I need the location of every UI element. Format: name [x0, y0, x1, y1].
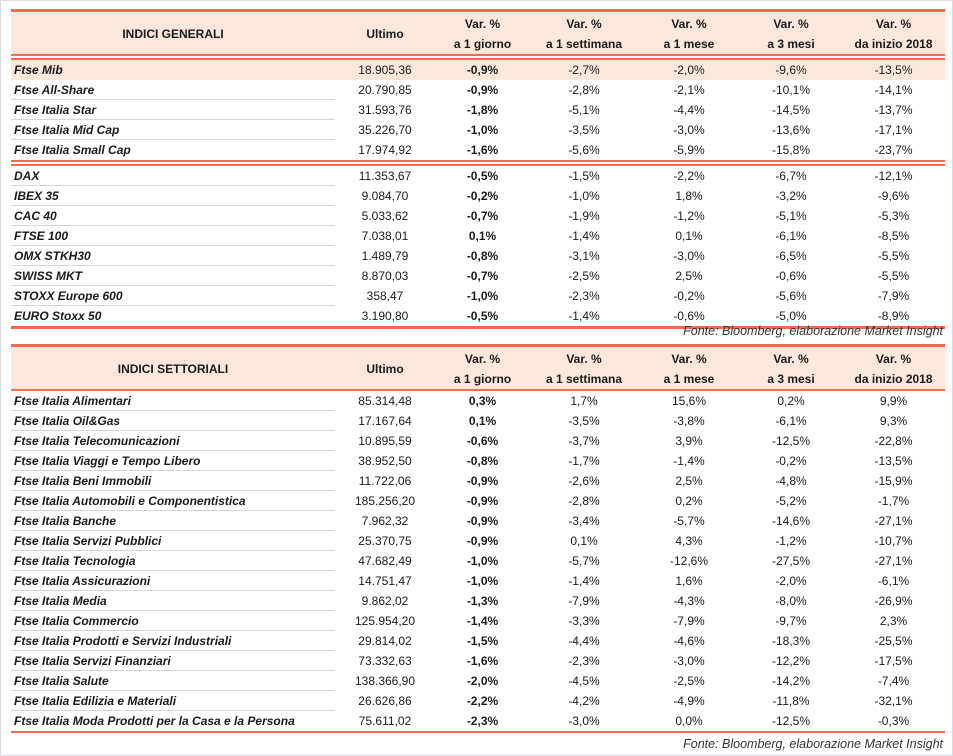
- var-1d: -0,9%: [466, 63, 499, 77]
- last-value: 17.974,92: [358, 143, 412, 157]
- var-1w: -1,9%: [568, 209, 600, 223]
- index-name: Ftse Italia Moda Prodotti per la Casa e la Persona: [14, 714, 295, 728]
- var-3m: -14,6%: [771, 514, 811, 528]
- index-name: IBEX 35: [11, 186, 335, 206]
- index-name: Ftse All-Share: [11, 80, 335, 100]
- var-1m: -2,1%: [673, 83, 705, 97]
- var-ytd: -13,7%: [874, 103, 913, 117]
- group-italia: [11, 60, 945, 160]
- var-1m: -4,3%: [673, 594, 705, 608]
- index-name: SWISS MKT: [11, 266, 335, 286]
- var-1w: -3,5%: [568, 123, 600, 137]
- index-name: Ftse Italia Telecomunicazioni: [11, 431, 335, 451]
- var-ytd: -25,5%: [874, 634, 913, 648]
- index-name: Ftse Italia Tecnologia: [11, 551, 335, 571]
- table-row: [11, 266, 945, 286]
- var-1d: -0,9%: [466, 83, 499, 97]
- var-1w: -4,2%: [568, 694, 600, 708]
- column-header-line: a 1 mese: [663, 37, 715, 51]
- var-ytd: -8,9%: [877, 309, 910, 323]
- table-row: [11, 246, 945, 266]
- var-3m: -8,0%: [775, 594, 807, 608]
- table-row: [11, 60, 945, 80]
- var-1w: -3,5%: [568, 414, 600, 428]
- table-row: [11, 306, 945, 326]
- var-ytd: -5,5%: [877, 249, 910, 263]
- var-3m: -0,2%: [775, 454, 807, 468]
- var-ytd: -7,9%: [877, 289, 910, 303]
- index-name: Ftse Italia Alimentari: [11, 391, 335, 411]
- var-1w: -7,9%: [568, 594, 600, 608]
- index-name: Ftse Italia Mid Cap: [11, 120, 335, 140]
- var-1d: -1,3%: [466, 594, 499, 608]
- var-3m: -27,5%: [771, 554, 811, 568]
- column-header-line: Var. %: [875, 352, 912, 366]
- column-header-line: Var. %: [464, 17, 501, 31]
- column-header: [842, 12, 945, 54]
- column-header: [435, 347, 530, 389]
- var-ytd: -5,5%: [877, 269, 910, 283]
- index-name: Ftse Italia Salute: [11, 671, 335, 691]
- var-3m: -0,6%: [775, 269, 807, 283]
- column-header-line: a 3 mesi: [767, 37, 815, 51]
- var-3m: -12,2%: [771, 654, 811, 668]
- var-1d: 0,1%: [468, 414, 497, 428]
- var-3m: 0,2%: [777, 394, 805, 408]
- last-value: 26.626,86: [358, 694, 412, 708]
- column-header-line: Var. %: [464, 352, 501, 366]
- table-row: [11, 431, 945, 451]
- var-1w: 1,7%: [570, 394, 598, 408]
- var-1d: -1,5%: [466, 634, 499, 648]
- var-1d: -0,7%: [466, 269, 499, 283]
- var-ytd: -10,7%: [874, 534, 913, 548]
- var-1w: -3,4%: [568, 514, 600, 528]
- var-1d: -0,9%: [466, 474, 499, 488]
- var-1m: 1,6%: [675, 574, 703, 588]
- table-row: [11, 491, 945, 511]
- var-1d: -1,6%: [466, 143, 499, 157]
- var-ytd: -15,9%: [874, 474, 913, 488]
- table-row: [11, 691, 945, 711]
- index-name: Ftse Italia Viaggi e Tempo Libero: [11, 451, 335, 471]
- var-1d: -2,2%: [466, 694, 499, 708]
- var-1w: -3,1%: [568, 249, 600, 263]
- header-title: INDICI SETTORIALI: [117, 362, 229, 376]
- index-name: Ftse Italia Automobili e Componentistica: [11, 491, 335, 511]
- last-value: 29.814,02: [358, 634, 412, 648]
- table-row: [11, 286, 945, 306]
- table-bottom-rule: [11, 731, 945, 733]
- var-3m: -11,8%: [772, 694, 810, 708]
- last-value: 31.593,76: [358, 103, 412, 117]
- var-ytd: -27,1%: [874, 514, 913, 528]
- index-name: EURO Stoxx 50: [14, 309, 102, 323]
- var-1w: -1,7%: [568, 454, 600, 468]
- var-1d: -1,6%: [466, 654, 499, 668]
- column-header-line: Var. %: [773, 352, 809, 366]
- var-1w: -4,5%: [568, 674, 600, 688]
- table-row: [11, 531, 945, 551]
- var-1m: 2,5%: [675, 474, 703, 488]
- table-row: [11, 206, 945, 226]
- var-1w: -3,3%: [568, 614, 600, 628]
- var-1w: -2,6%: [568, 474, 600, 488]
- var-ytd: 9,3%: [879, 414, 908, 428]
- var-1m: 4,3%: [675, 534, 703, 548]
- column-header-line: Var. %: [566, 17, 602, 31]
- var-1w: 0,1%: [570, 534, 598, 548]
- var-3m: -2,0%: [775, 574, 807, 588]
- index-name: STOXX Europe 600: [11, 286, 335, 306]
- var-1m: -2,2%: [673, 169, 705, 183]
- index-name: Ftse Italia Edilizia e Materiali: [11, 691, 335, 711]
- var-3m: -6,5%: [775, 249, 807, 263]
- var-3m: -12,5%: [771, 434, 811, 448]
- index-name: Ftse Italia Media: [11, 591, 335, 611]
- last-value: 358,47: [366, 289, 404, 303]
- var-1d: -1,0%: [466, 123, 499, 137]
- var-1d: -0,2%: [466, 189, 499, 203]
- last-value: 47.682,49: [358, 554, 412, 568]
- table-row: [11, 411, 945, 431]
- var-1d: -2,3%: [466, 714, 499, 728]
- var-ytd: -23,7%: [874, 143, 913, 157]
- var-1m: -0,6%: [673, 309, 705, 323]
- var-3m: -3,2%: [775, 189, 807, 203]
- last-value: 11.353,67: [358, 169, 412, 183]
- last-value: 38.952,50: [358, 454, 412, 468]
- var-1w: -5,1%: [568, 103, 600, 117]
- last-value: 7.038,01: [361, 229, 409, 243]
- table-row: [11, 551, 945, 571]
- var-3m: -18,3%: [771, 634, 811, 648]
- var-1d: -0,6%: [466, 434, 499, 448]
- var-1m: -3,0%: [673, 249, 705, 263]
- var-3m: -6,1%: [775, 414, 807, 428]
- column-header-line: Var. %: [773, 17, 809, 31]
- group-estero: [11, 166, 945, 326]
- column-header: [530, 347, 638, 389]
- var-3m: -5,0%: [775, 309, 807, 323]
- var-ytd: -13,5%: [874, 454, 913, 468]
- table-row: [11, 711, 945, 731]
- var-ytd: -12,1%: [874, 169, 913, 183]
- var-1w: -3,7%: [568, 434, 600, 448]
- var-3m: -15,8%: [771, 143, 811, 157]
- var-1m: -3,8%: [673, 414, 705, 428]
- var-1m: -1,4%: [673, 454, 705, 468]
- table-row: [11, 631, 945, 651]
- index-name: Ftse Italia Beni Immobili: [11, 471, 335, 491]
- var-1w: -1,0%: [568, 189, 600, 203]
- group-settori: [11, 391, 945, 731]
- var-3m: -5,6%: [775, 289, 807, 303]
- source-note: Fonte: Bloomberg, elaborazione Market Insight: [683, 324, 943, 338]
- last-value: 17.167,64: [358, 414, 412, 428]
- var-1m: 0,2%: [675, 494, 703, 508]
- var-3m: -14,2%: [771, 674, 811, 688]
- column-header-line: a 3 mesi: [767, 372, 815, 386]
- var-1w: -2,5%: [568, 269, 600, 283]
- var-3m: -6,1%: [775, 229, 807, 243]
- var-1m: 1,8%: [675, 189, 703, 203]
- var-1w: -4,4%: [568, 634, 600, 648]
- last-value: 125.954,20: [354, 614, 416, 628]
- var-1d: -0,5%: [466, 169, 499, 183]
- var-ytd: -22,8%: [874, 434, 913, 448]
- table-row: [11, 651, 945, 671]
- var-ytd: -14,1%: [874, 83, 913, 97]
- table-row: [11, 571, 945, 591]
- var-1d: -0,8%: [466, 249, 499, 263]
- column-header: [842, 347, 945, 389]
- var-1w: -5,7%: [568, 554, 600, 568]
- var-ytd: -17,5%: [874, 654, 913, 668]
- table-row: [11, 451, 945, 471]
- table-row: [11, 671, 945, 691]
- last-value: 85.314,48: [358, 394, 412, 408]
- var-1w: -1,4%: [568, 309, 600, 323]
- table-indici-generali: [11, 9, 945, 329]
- table-row: [11, 226, 945, 246]
- var-3m: -9,6%: [775, 63, 807, 77]
- var-3m: -5,1%: [775, 209, 807, 223]
- index-name: Ftse Mib: [14, 63, 63, 77]
- last-value: 35.226,70: [358, 123, 412, 137]
- var-1w: -1,4%: [568, 229, 600, 243]
- var-1m: -4,9%: [673, 694, 705, 708]
- var-ytd: -5,3%: [877, 209, 910, 223]
- var-1d: -1,0%: [466, 574, 499, 588]
- index-name: Ftse Italia Commercio: [11, 611, 335, 631]
- var-1m: -4,4%: [673, 103, 705, 117]
- var-3m: -4,8%: [775, 474, 807, 488]
- column-header-line: a 1 giorno: [453, 37, 512, 51]
- var-1m: -4,6%: [673, 634, 705, 648]
- var-1w: -2,3%: [568, 289, 600, 303]
- var-1m: 0,0%: [675, 714, 703, 728]
- table-row: [11, 471, 945, 491]
- var-1w: -1,4%: [568, 574, 600, 588]
- var-3m: -13,6%: [771, 123, 811, 137]
- last-value: 20.790,85: [358, 83, 412, 97]
- var-ytd: -8,5%: [877, 229, 910, 243]
- table-row: [11, 611, 945, 631]
- index-name: Ftse Italia Oil&Gas: [11, 411, 335, 431]
- var-1w: -1,5%: [568, 169, 600, 183]
- index-name: Ftse Italia Banche: [11, 511, 335, 531]
- var-1d: -0,5%: [466, 309, 499, 323]
- index-name: Ftse Italia Prodotti e Servizi Industriali: [11, 631, 335, 651]
- last-value: 3.190,80: [361, 309, 409, 323]
- column-header-line: da inizio 2018: [854, 372, 933, 386]
- var-1w: -2,8%: [568, 494, 600, 508]
- column-header: [740, 347, 842, 389]
- var-1w: -2,8%: [568, 83, 600, 97]
- var-1d: 0,3%: [468, 394, 497, 408]
- index-name: OMX STKH30: [11, 246, 335, 266]
- var-ytd: -32,1%: [874, 694, 913, 708]
- var-1m: -3,0%: [673, 654, 705, 668]
- var-1d: -0,9%: [466, 514, 499, 528]
- table-row: [11, 80, 945, 100]
- var-1m: -2,5%: [673, 674, 705, 688]
- index-name: Ftse Italia Servizi Finanziari: [11, 651, 335, 671]
- var-1w: -3,0%: [568, 714, 600, 728]
- last-value: 9.084,70: [361, 189, 409, 203]
- var-3m: -10,1%: [771, 83, 811, 97]
- column-header: Ultimo: [366, 27, 404, 41]
- var-1m: -1,2%: [673, 209, 705, 223]
- source-note: Fonte: Bloomberg, elaborazione Market Insight: [683, 737, 943, 751]
- index-name: FTSE 100: [11, 226, 335, 246]
- column-header-line: da inizio 2018: [854, 37, 933, 51]
- index-name: CAC 40: [11, 206, 335, 226]
- table-row: [11, 140, 945, 160]
- last-value: 75.611,02: [358, 714, 412, 728]
- table-row: [11, 391, 945, 411]
- index-name: Ftse Italia Assicurazioni: [11, 571, 335, 591]
- column-header: [740, 12, 842, 54]
- var-1d: 0,1%: [468, 229, 497, 243]
- last-value: 138.366,90: [354, 674, 416, 688]
- var-ytd: -7,4%: [877, 674, 910, 688]
- column-header: [435, 12, 530, 54]
- var-1m: -12,6%: [669, 554, 709, 568]
- var-3m: -12,5%: [771, 714, 811, 728]
- last-value: 9.862,02: [361, 594, 409, 608]
- var-1m: 3,9%: [675, 434, 703, 448]
- var-ytd: -17,1%: [874, 123, 913, 137]
- var-1m: -3,0%: [673, 123, 705, 137]
- var-3m: -5,2%: [775, 494, 807, 508]
- index-name: DAX: [11, 166, 335, 186]
- last-value: 73.332,63: [358, 654, 412, 668]
- column-header: [638, 12, 740, 54]
- var-3m: -6,7%: [775, 169, 807, 183]
- index-name: Ftse Italia Star: [11, 100, 335, 120]
- var-ytd: -9,6%: [877, 189, 910, 203]
- var-ytd: -27,1%: [874, 554, 913, 568]
- last-value: 185.256,20: [354, 494, 416, 508]
- table-indici-settoriali: [11, 344, 945, 733]
- last-value: 25.370,75: [358, 534, 412, 548]
- var-1d: -1,0%: [466, 289, 499, 303]
- table-row: [11, 120, 945, 140]
- table-row: [11, 186, 945, 206]
- var-1w: -2,3%: [568, 654, 600, 668]
- table-header: [11, 344, 945, 389]
- column-header-line: a 1 settimana: [545, 372, 623, 386]
- table-row: [11, 100, 945, 120]
- var-3m: -1,2%: [775, 534, 807, 548]
- last-value: 1.489,79: [361, 249, 409, 263]
- column-header-line: Var. %: [875, 17, 912, 31]
- var-1m: -5,7%: [673, 514, 705, 528]
- table-row: [11, 166, 945, 186]
- var-1d: -0,8%: [466, 454, 499, 468]
- last-value: 18.905,36: [358, 63, 412, 77]
- var-1m: 0,1%: [675, 229, 703, 243]
- last-value: 5.033,62: [361, 209, 409, 223]
- column-header-line: a 1 mese: [663, 372, 715, 386]
- var-1m: -7,9%: [673, 614, 705, 628]
- var-1d: -1,0%: [466, 554, 499, 568]
- var-ytd: -6,1%: [877, 574, 910, 588]
- var-1m: 15,6%: [671, 394, 707, 408]
- column-header: [530, 12, 638, 54]
- var-ytd: -13,5%: [874, 63, 913, 77]
- last-value: 8.870,03: [361, 269, 409, 283]
- last-value: 11.722,06: [358, 474, 412, 488]
- last-value: 7.962,32: [361, 514, 409, 528]
- var-ytd: 2,3%: [879, 614, 908, 628]
- var-1d: -0,9%: [466, 534, 499, 548]
- var-1m: -5,9%: [673, 143, 705, 157]
- table-row: [11, 511, 945, 531]
- column-header-line: Var. %: [566, 352, 602, 366]
- column-header-line: a 1 giorno: [453, 372, 512, 386]
- var-1m: -0,2%: [673, 289, 705, 303]
- var-1w: -2,7%: [568, 63, 600, 77]
- column-header-line: Var. %: [671, 17, 707, 31]
- var-1d: -0,7%: [466, 209, 499, 223]
- last-value: 14.751,47: [358, 574, 412, 588]
- column-header-line: a 1 settimana: [545, 37, 623, 51]
- var-3m: -14,5%: [771, 103, 811, 117]
- index-name: Ftse Italia Servizi Pubblici: [11, 531, 335, 551]
- header-title: INDICI GENERALI: [122, 27, 224, 41]
- last-value: 10.895,59: [358, 434, 412, 448]
- table-row: [11, 591, 945, 611]
- var-1m: 2,5%: [675, 269, 703, 283]
- var-ytd: 9,9%: [879, 394, 908, 408]
- column-header: Ultimo: [366, 362, 404, 376]
- index-name: Ftse Italia Small Cap: [14, 143, 131, 157]
- var-1d: -0,9%: [466, 494, 499, 508]
- var-1w: -5,6%: [568, 143, 600, 157]
- var-1d: -1,4%: [466, 614, 499, 628]
- var-ytd: -26,9%: [874, 594, 913, 608]
- column-header-line: Var. %: [671, 352, 707, 366]
- var-1d: -1,8%: [466, 103, 499, 117]
- var-ytd: -0,3%: [877, 714, 910, 728]
- var-3m: -9,7%: [775, 614, 807, 628]
- var-1d: -2,0%: [466, 674, 499, 688]
- var-1m: -2,0%: [673, 63, 705, 77]
- column-header: [638, 347, 740, 389]
- table-header: [11, 9, 945, 54]
- var-ytd: -1,7%: [877, 494, 910, 508]
